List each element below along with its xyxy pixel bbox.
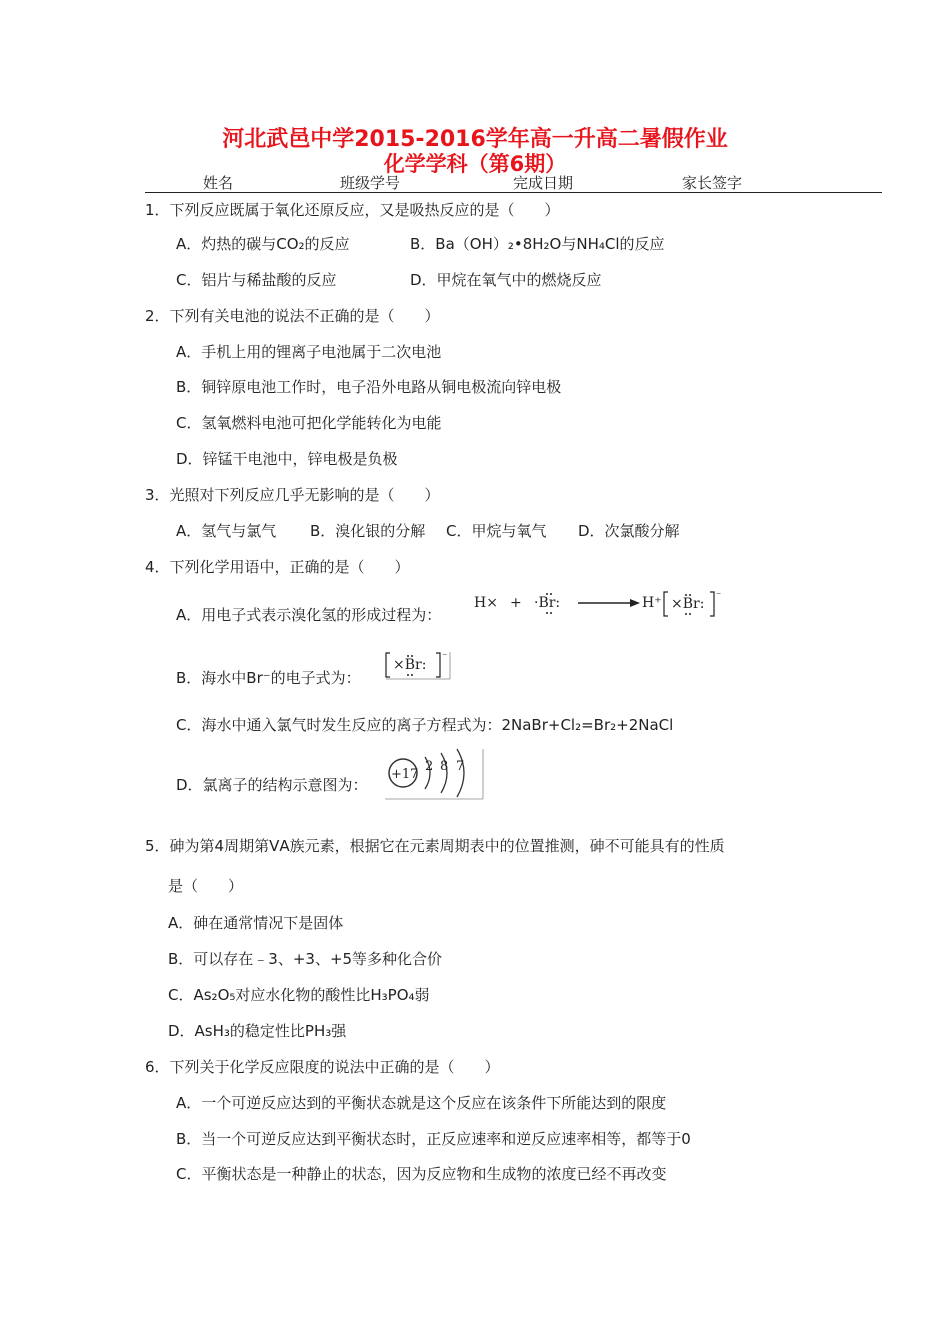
q2-option-c: C．氢氧燃料电池可把化学能转化为电能 [176,414,442,432]
q4-option-c: C．海水中通入氯气时发生反应的离子方程式为：2NaBr+Cl₂=Br₂+2NaCl [176,716,674,734]
q2-option-a: A．手机上用的锂离子电池属于二次电池 [176,343,442,361]
q3-option-b: B．溴化银的分解 [310,522,426,540]
q6-option-b: B．当一个可逆反应达到平衡状态时，正反应速率和逆反应速率相等，都等于0 [176,1130,691,1148]
q5-option-c: C．As₂O₅对应水化物的酸性比H₃PO₄弱 [168,986,430,1004]
plus-sign: + [510,595,522,611]
right-bracket-icon [436,653,440,677]
q3-option-a: A．氢气与氯气 [176,522,277,540]
question-2-stem: 2．下列有关电池的说法不正确的是（ ） [145,307,440,325]
q3-option-d: D．次氯酸分解 [578,522,680,540]
q1-option-d: D．甲烷在氧气中的燃烧反应 [410,271,602,289]
parent-signature-field[interactable]: 家长签字 [682,172,798,193]
shell-3-electrons: 7 [456,759,465,774]
br-ion-electron-formula-image [384,650,454,680]
h-atom-label: H× [474,595,498,611]
q3-option-c: C．甲烷与氧气 [446,522,547,540]
shell-1-electrons: 2 [425,759,434,774]
q1-option-b: B．Ba（OH）₂•8H₂O与NH₄Cl的反应 [410,235,665,253]
left-bracket-icon [664,592,668,616]
right-bracket-icon [710,592,714,616]
q2-option-b: B．铜锌原电池工作时，电子沿外电路从铜电极流向锌电极 [176,378,562,396]
q5-option-a: A．砷在通常情况下是固体 [168,914,344,932]
br-ion-label: ×Br: [393,657,427,673]
question-1-stem: 1．下列反应既属于氧化还原反应，又是吸热反应的是（ ） [145,201,560,219]
question-4-stem: 4．下列化学用语中，正确的是（ ） [145,558,410,576]
hbr-electron-formula-image [472,590,730,620]
q4-option-d: D．氯离子的结构示意图为： [176,776,368,794]
br-atom-label: ·Br: [534,595,561,611]
q4-option-a: A．用电子式表示溴化氢的形成过程为： [176,606,442,624]
nucleus-charge-label: +17 [391,767,419,782]
negative-charge-label: ⁻ [442,652,448,663]
question-5-stem: 5．砷为第4周期第ⅤA族元素，根据它在元素周期表中的位置推测，砷不可能具有的性质 [145,837,725,855]
shell-2-electrons: 8 [440,759,449,774]
left-bracket-icon [386,653,390,677]
name-field[interactable]: 姓名 [203,172,333,193]
page-title: 河北武邑中学2015-2016学年高一升高二暑假作业 [222,127,728,152]
negative-charge-label: ⁻ [716,591,722,602]
student-info-line [145,172,882,193]
q5-option-d: D．AsH₃的稳定性比PH₃强 [168,1022,347,1040]
h-ion-label: H⁺ [642,595,662,611]
q5-option-b: B．可以存在﹣3、+3、+5等多种化合价 [168,950,443,968]
question-5-stem-continued: 是（ ） [168,877,244,895]
q4-option-b: B．海水中Br⁻的电子式为： [176,669,361,687]
arrow-icon [630,599,640,607]
completion-date-field[interactable]: 完成日期 [513,172,677,193]
q1-option-c: C．铝片与稀盐酸的反应 [176,271,337,289]
class-number-field[interactable]: 班级学号 [340,172,506,193]
q2-option-d: D．锌锰干电池中，锌电极是负极 [176,450,398,468]
question-3-stem: 3．光照对下列反应几乎无影响的是（ ） [145,486,440,504]
page-subtitle: 化学学科（第6期） [383,152,567,176]
q6-option-c: C．平衡状态是一种静止的状态，因为反应物和生成物的浓度已经不再改变 [176,1165,667,1183]
q1-option-a: A．灼热的碳与CO₂的反应 [176,235,350,253]
question-6-stem: 6．下列关于化学反应限度的说法中正确的是（ ） [145,1058,500,1076]
chloride-ion-structure-image [383,747,485,801]
q6-option-a: A．一个可逆反应达到的平衡状态就是这个反应在该条件下所能达到的限度 [176,1094,667,1112]
br-ion-label: ×Br: [671,596,705,612]
